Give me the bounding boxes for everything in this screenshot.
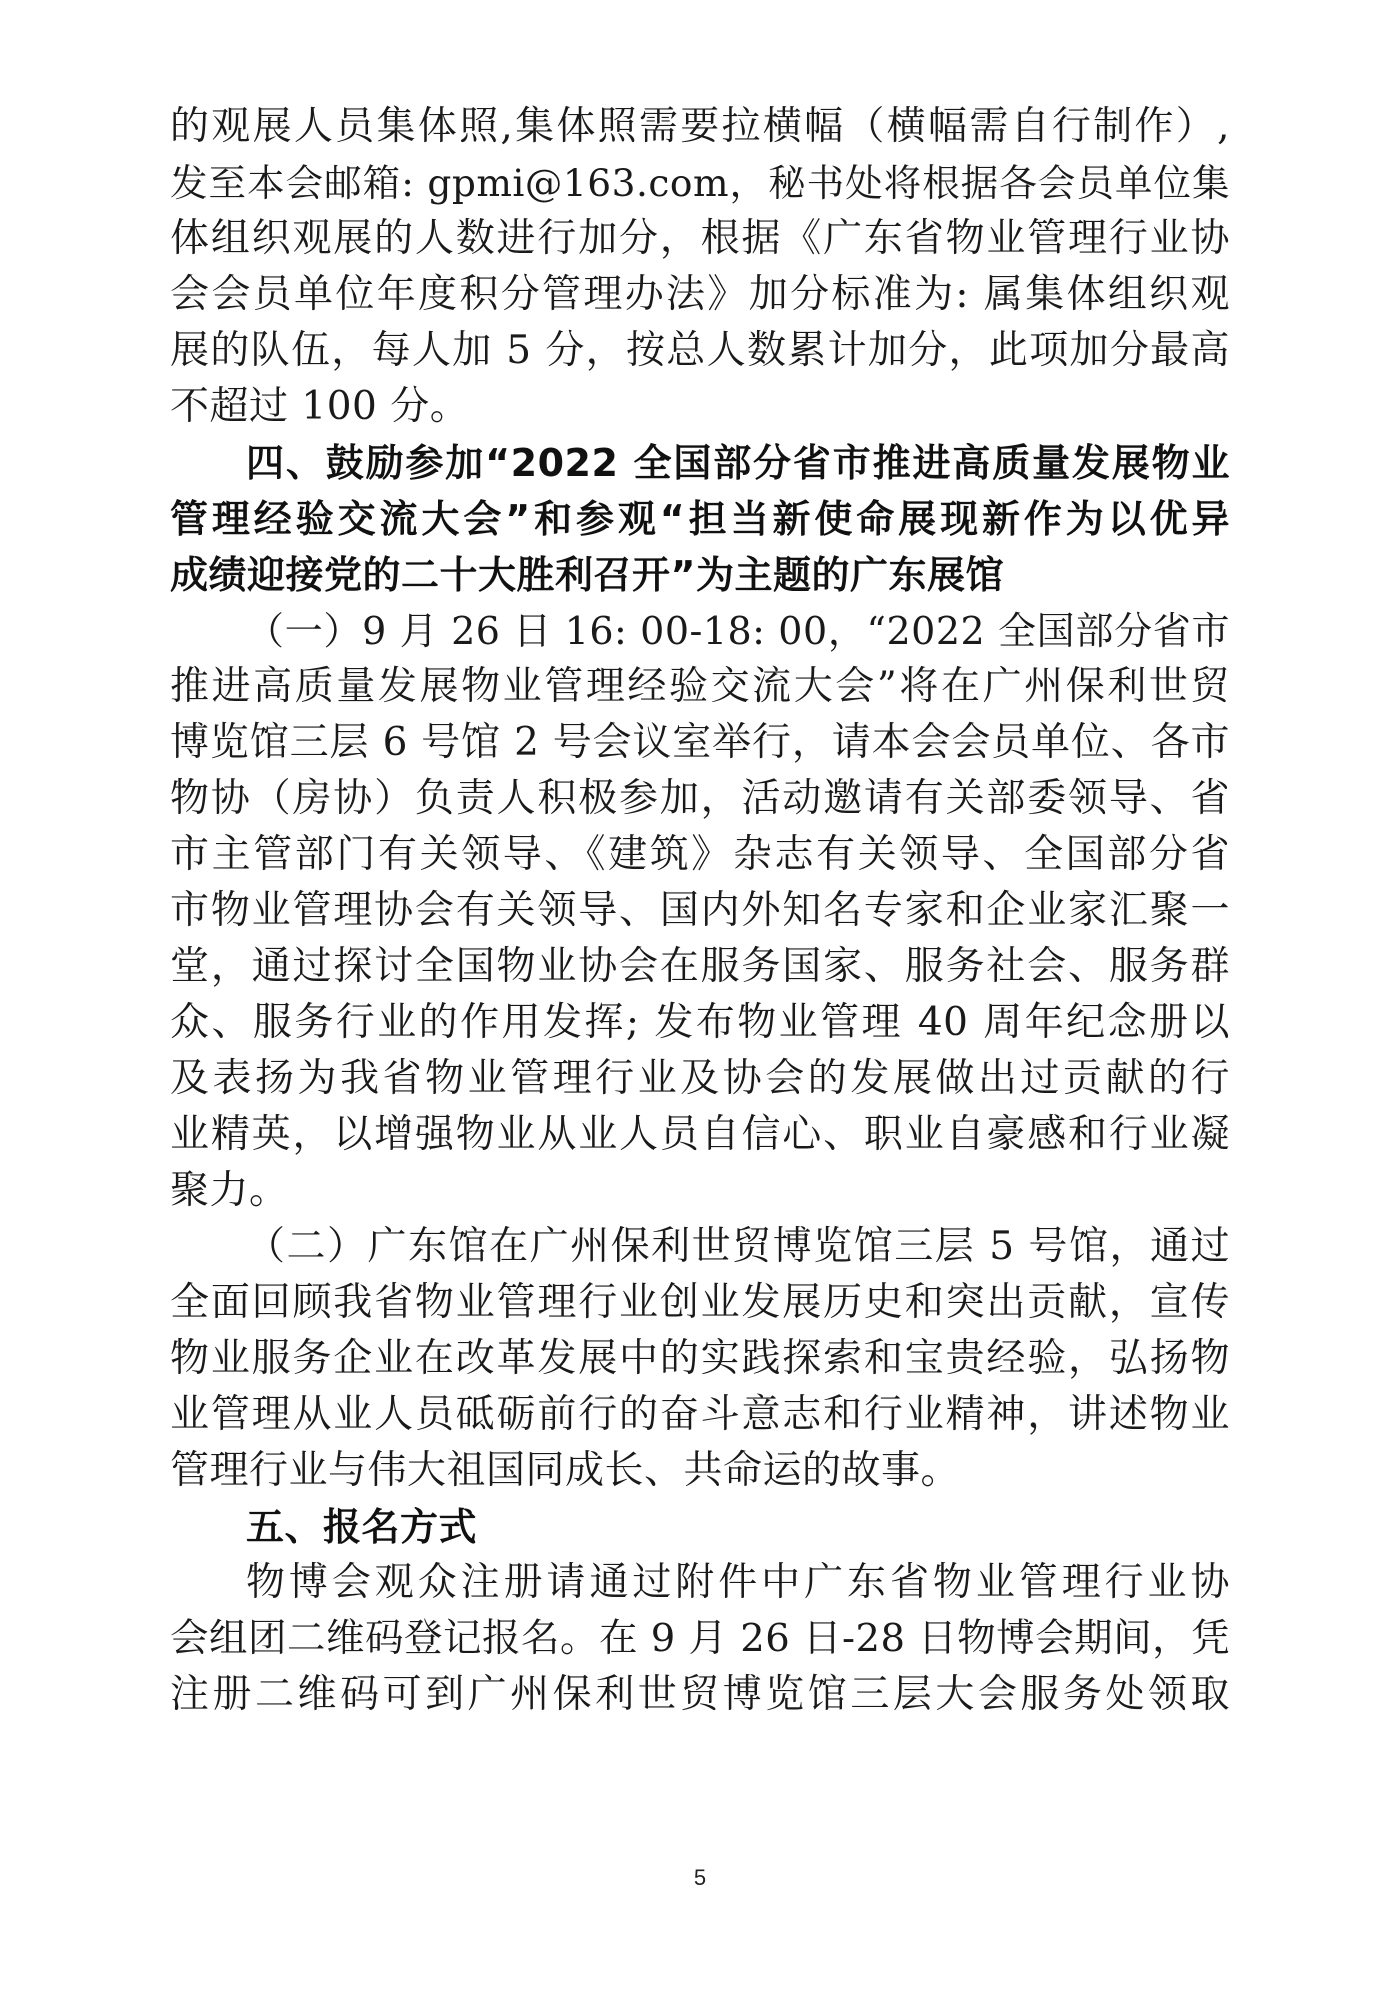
body-text-line: 全面回顾我省物业管理行业创业发展历史和突出贡献，宣传 (170, 1280, 1230, 1325)
body-text-line: 管理行业与伟大祖国同成长、共命运的故事。 (170, 1448, 961, 1493)
section-heading-four-line: 管理经验交流大会”和参观“担当新使命展现新作为以优异 (170, 497, 1230, 541)
body-text-line: 博览馆三层 6 号馆 2 号会议室举行，请本会会员单位、各市 (170, 720, 1230, 765)
body-text-line: 聚力。 (170, 1168, 289, 1213)
paragraph-item-two: （二）广东馆在广州保利世贸博览馆三层 5 号馆，通过 (246, 1224, 1230, 1269)
body-text-line: 会组团二维码登记报名。在 9 月 26 日-28 日物博会期间，凭 (170, 1616, 1231, 1661)
body-text-line: 注册二维码可到广州保利世贸博览馆三层大会服务处领取 (170, 1672, 1230, 1717)
section-heading-four-line: 成绩迎接党的二十大胜利召开”为主题的广东展馆 (170, 553, 1004, 597)
body-text-line: 物协（房协）负责人积极参加，活动邀请有关部委领导、省 (170, 776, 1230, 821)
body-text-line: 发至本会邮箱: gpmi@163.com，秘书处将根据各会员单位集 (170, 161, 1230, 205)
body-text-line: 物业服务企业在改革发展中的实践探索和宝贵经验，弘扬物 (170, 1336, 1230, 1381)
section-heading-four: 四、鼓励参加“2022 全国部分省市推进高质量发展物业 (246, 441, 1230, 485)
body-text-line: 展的队伍，每人加 5 分，按总人数累计加分，此项加分最高 (170, 328, 1230, 373)
body-text-line: 市主管部门有关领导、《建筑》杂志有关领导、全国部分省 (170, 832, 1230, 877)
body-text-line: 业精英，以增强物业从业人员自信心、职业自豪感和行业凝 (170, 1112, 1230, 1157)
paragraph-item-one: （一）9 月 26 日 16: 00-18: 00，“2022 全国部分省市 (246, 609, 1230, 653)
page-number: 5 (693, 1865, 707, 1890)
body-text-line: 推进高质量发展物业管理经验交流大会”将在广州保利世贸 (170, 664, 1230, 709)
body-text-line: 堂，通过探讨全国物业协会在服务国家、服务社会、服务群 (170, 944, 1230, 989)
body-text-line: 体组织观展的人数进行加分，根据《广东省物业管理行业协 (170, 216, 1230, 261)
body-text-line: 及表扬为我省物业管理行业及协会的发展做出过贡献的行 (170, 1056, 1230, 1101)
paragraph-registration: 物博会观众注册请通过附件中广东省物业管理行业协 (246, 1560, 1230, 1605)
body-text-line: 会会员单位年度积分管理办法》加分标准为: 属集体组织观 (170, 272, 1230, 317)
body-text-line: 众、服务行业的作用发挥; 发布物业管理 40 周年纪念册以 (170, 1000, 1230, 1045)
section-heading-five: 五、报名方式 (246, 1505, 478, 1549)
body-text-line: 市物业管理协会有关领导、国内外知名专家和企业家汇聚一 (170, 888, 1230, 933)
body-text-line: 的观展人员集体照,集体照需要拉横幅（横幅需自行制作）, (170, 104, 1230, 149)
body-text-line: 业管理从业人员砥砺前行的奋斗意志和行业精神，讲述物业 (170, 1392, 1230, 1437)
body-text-line: 不超过 100 分。 (170, 384, 470, 429)
